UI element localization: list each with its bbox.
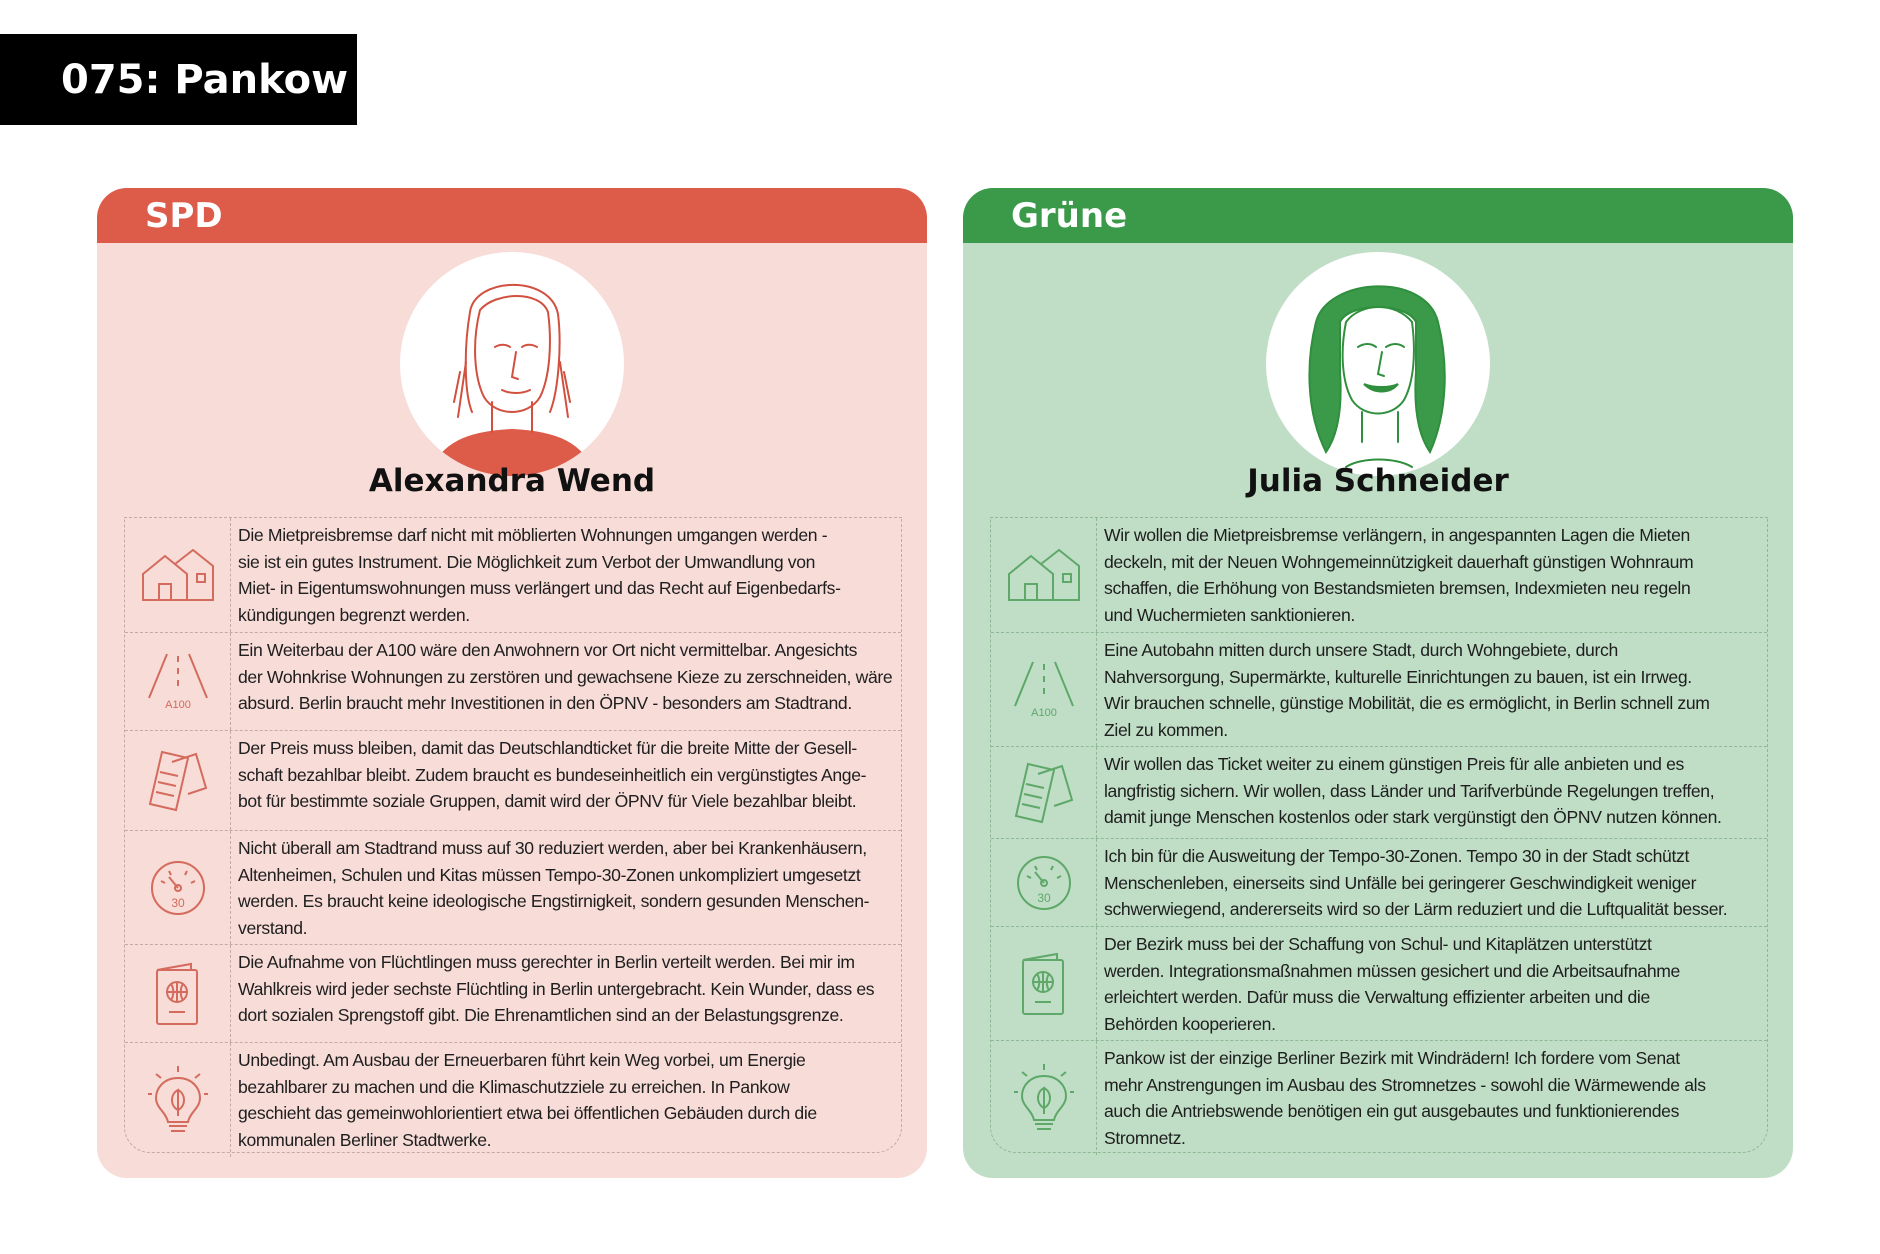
candidate-portrait (1266, 252, 1490, 476)
housing-icon (125, 518, 231, 632)
svg-text:30: 30 (1036, 890, 1051, 905)
svg-text:A100: A100 (164, 698, 191, 711)
topic-text: Wir wollen die Mietpreisbremse verlängern, in angespannten Lagen die Mieten deckeln, mit der Neuen Wohngemeinnützigkeit dauerhaft günstigen Wohnraum schaffen, die Erhöhung von Bestandsmieten bremsen, Indexmieten neu regeln und Wuchermieten sanktionieren. (1104, 525, 1694, 625)
topic-text: Der Preis muss bleiben, damit das Deutschlandticket für die breite Mitte der Gesell- schaft bezahlbar bleibt. Zudem braucht es bundeseinheitlich ein vergünstigtes Ange- bot für bestimmte soziale Gruppen, damit wird der ÖPNV für Viele bezahlbar bleibt. (238, 738, 867, 811)
topic-text: Ich bin für die Ausweitung der Tempo-30-Zonen. Tempo 30 in der Stadt schützt Menschenleben, einerseits sind Unfälle bei geringerer Geschwindigkeit weniger schwerwiegend, andererseits wird so der Lärm reduziert und die Luftqualität besser. (1104, 846, 1728, 919)
topic-text: Der Bezirk muss bei der Schaffung von Schul- und Kitaplätzen unterstützt werden. Integrationsmaßnahmen müssen gesichert und die Arbeitsaufnahme erleichtert werden. Dafür muss die Verwaltung effizienter arbeiten und die Behörden kooperieren. (1104, 934, 1680, 1034)
svg-text:A100: A100 (1030, 706, 1057, 719)
party-label: SPD (97, 188, 927, 243)
lightbulb-leaf-icon (991, 1041, 1097, 1155)
page-title: 075: Pankow (0, 34, 357, 125)
passport-icon (125, 945, 231, 1042)
housing-icon (991, 518, 1097, 632)
lightbulb-leaf-icon (125, 1043, 231, 1157)
candidate-name: Julia Schneider (1247, 463, 1509, 499)
topic-row-housing (125, 518, 901, 632)
topic-row-a100 (125, 632, 901, 730)
topic-text: Unbedingt. Am Ausbau der Erneuerbaren führt kein Weg vorbei, um Energie bezahlbarer zu machen und die Klimaschutzziele zu erreichen. In Pankow geschieht das gemeinwohlorientiert etwa bei öffentlichen Gebäuden durch die kommunalen Berliner Stadtwerke. (238, 1050, 817, 1150)
topic-list (990, 517, 1768, 1153)
topic-row-ticket (125, 730, 901, 830)
candidate-card-spd (97, 188, 927, 1178)
highway-a100-icon (125, 633, 231, 730)
highway-a100-icon (991, 633, 1097, 746)
topic-row-energy (125, 1042, 901, 1157)
topic-row-ticket (991, 746, 1767, 838)
topic-text: Pankow ist der einzige Berliner Bezirk mit Windrädern! Ich fordere vom Senat mehr Anstrengungen im Ausbau des Stromnetzes - sowohl die Wärmewende als auch die Antriebswende benötigen ein gut ausgebautes und funktionierendes Stromnetz. (1104, 1048, 1706, 1148)
candidate-portrait (400, 252, 624, 476)
topic-row-refugees (125, 944, 901, 1042)
topic-row-a100 (991, 632, 1767, 746)
speedometer-30-icon (125, 831, 231, 944)
topic-text: Ein Weiterbau der A100 wäre den Anwohnern vor Ort nicht vermittelbar. Angesichts der Wohnkrise Wohnungen zu zerstören und gewachsene Kieze zu zerschneiden, wäre absurd. Berlin braucht mehr Investitionen in den ÖPNV - besonders am Stadtrand. (238, 640, 893, 713)
topic-row-energy (991, 1040, 1767, 1155)
topic-text: Die Aufnahme von Flüchtlingen muss gerechter in Berlin verteilt werden. Bei mir im Wahlkreis wird jeder sechste Flüchtling in Berlin untergebracht. Kein Wunder, dass es dort sozialen Sprengstoff gibt. Die Ehrenamtlichen sind an der Belastungsgrenze. (238, 952, 875, 1025)
candidate-name: Alexandra Wend (368, 463, 656, 499)
party-label: Grüne (963, 188, 1793, 243)
topic-text: Eine Autobahn mitten durch unsere Stadt, durch Wohngebiete, durch Nahversorgung, Supermärkte, kulturelle Einrichtungen zu bauen, ist ein Irrweg. Wir brauchen schnelle, günstige Mobilität, die es ermöglicht, in Berlin schnell zum Ziel zu kommen. (1104, 640, 1710, 740)
speedometer-30-icon (991, 839, 1097, 926)
topic-row-speed (991, 838, 1767, 926)
svg-text:30: 30 (170, 895, 185, 910)
passport-icon (991, 927, 1097, 1040)
topic-text: Nicht überall am Stadtrand muss auf 30 reduziert werden, aber bei Krankenhäusern, Altenheimen, Schulen und Kitas müssen Tempo-30-Zonen unkompliziert umgesetzt werden. Es braucht keine ideologische Engstirnigkeit, sondern gesunden Menschen- verstand. (238, 838, 870, 938)
topic-text: Wir wollen das Ticket weiter zu einem günstigen Preis für alle anbieten und es langfristig sichern. Wir wollen, dass Länder und Tarifverbünde Regelungen treffen, damit junge Menschen kostenlos oder stark vergünstigt den ÖPNV nutzen können. (1104, 754, 1722, 827)
topic-row-speed (125, 830, 901, 944)
topic-row-housing (991, 518, 1767, 632)
topic-row-refugees (991, 926, 1767, 1040)
topic-list (124, 517, 902, 1153)
ticket-icon (125, 731, 231, 830)
candidate-card-gruene (963, 188, 1793, 1178)
topic-text: Die Mietpreisbremse darf nicht mit möblierten Wohnungen umgangen werden - sie ist ein gutes Instrument. Die Möglichkeit zum Verbot der Umwandlung von Miet- in Eigentumswohnungen muss verlängert und das Recht auf Eigenbedarfs- kündigungen begrenzt werden. (238, 525, 841, 625)
ticket-icon (991, 747, 1097, 838)
